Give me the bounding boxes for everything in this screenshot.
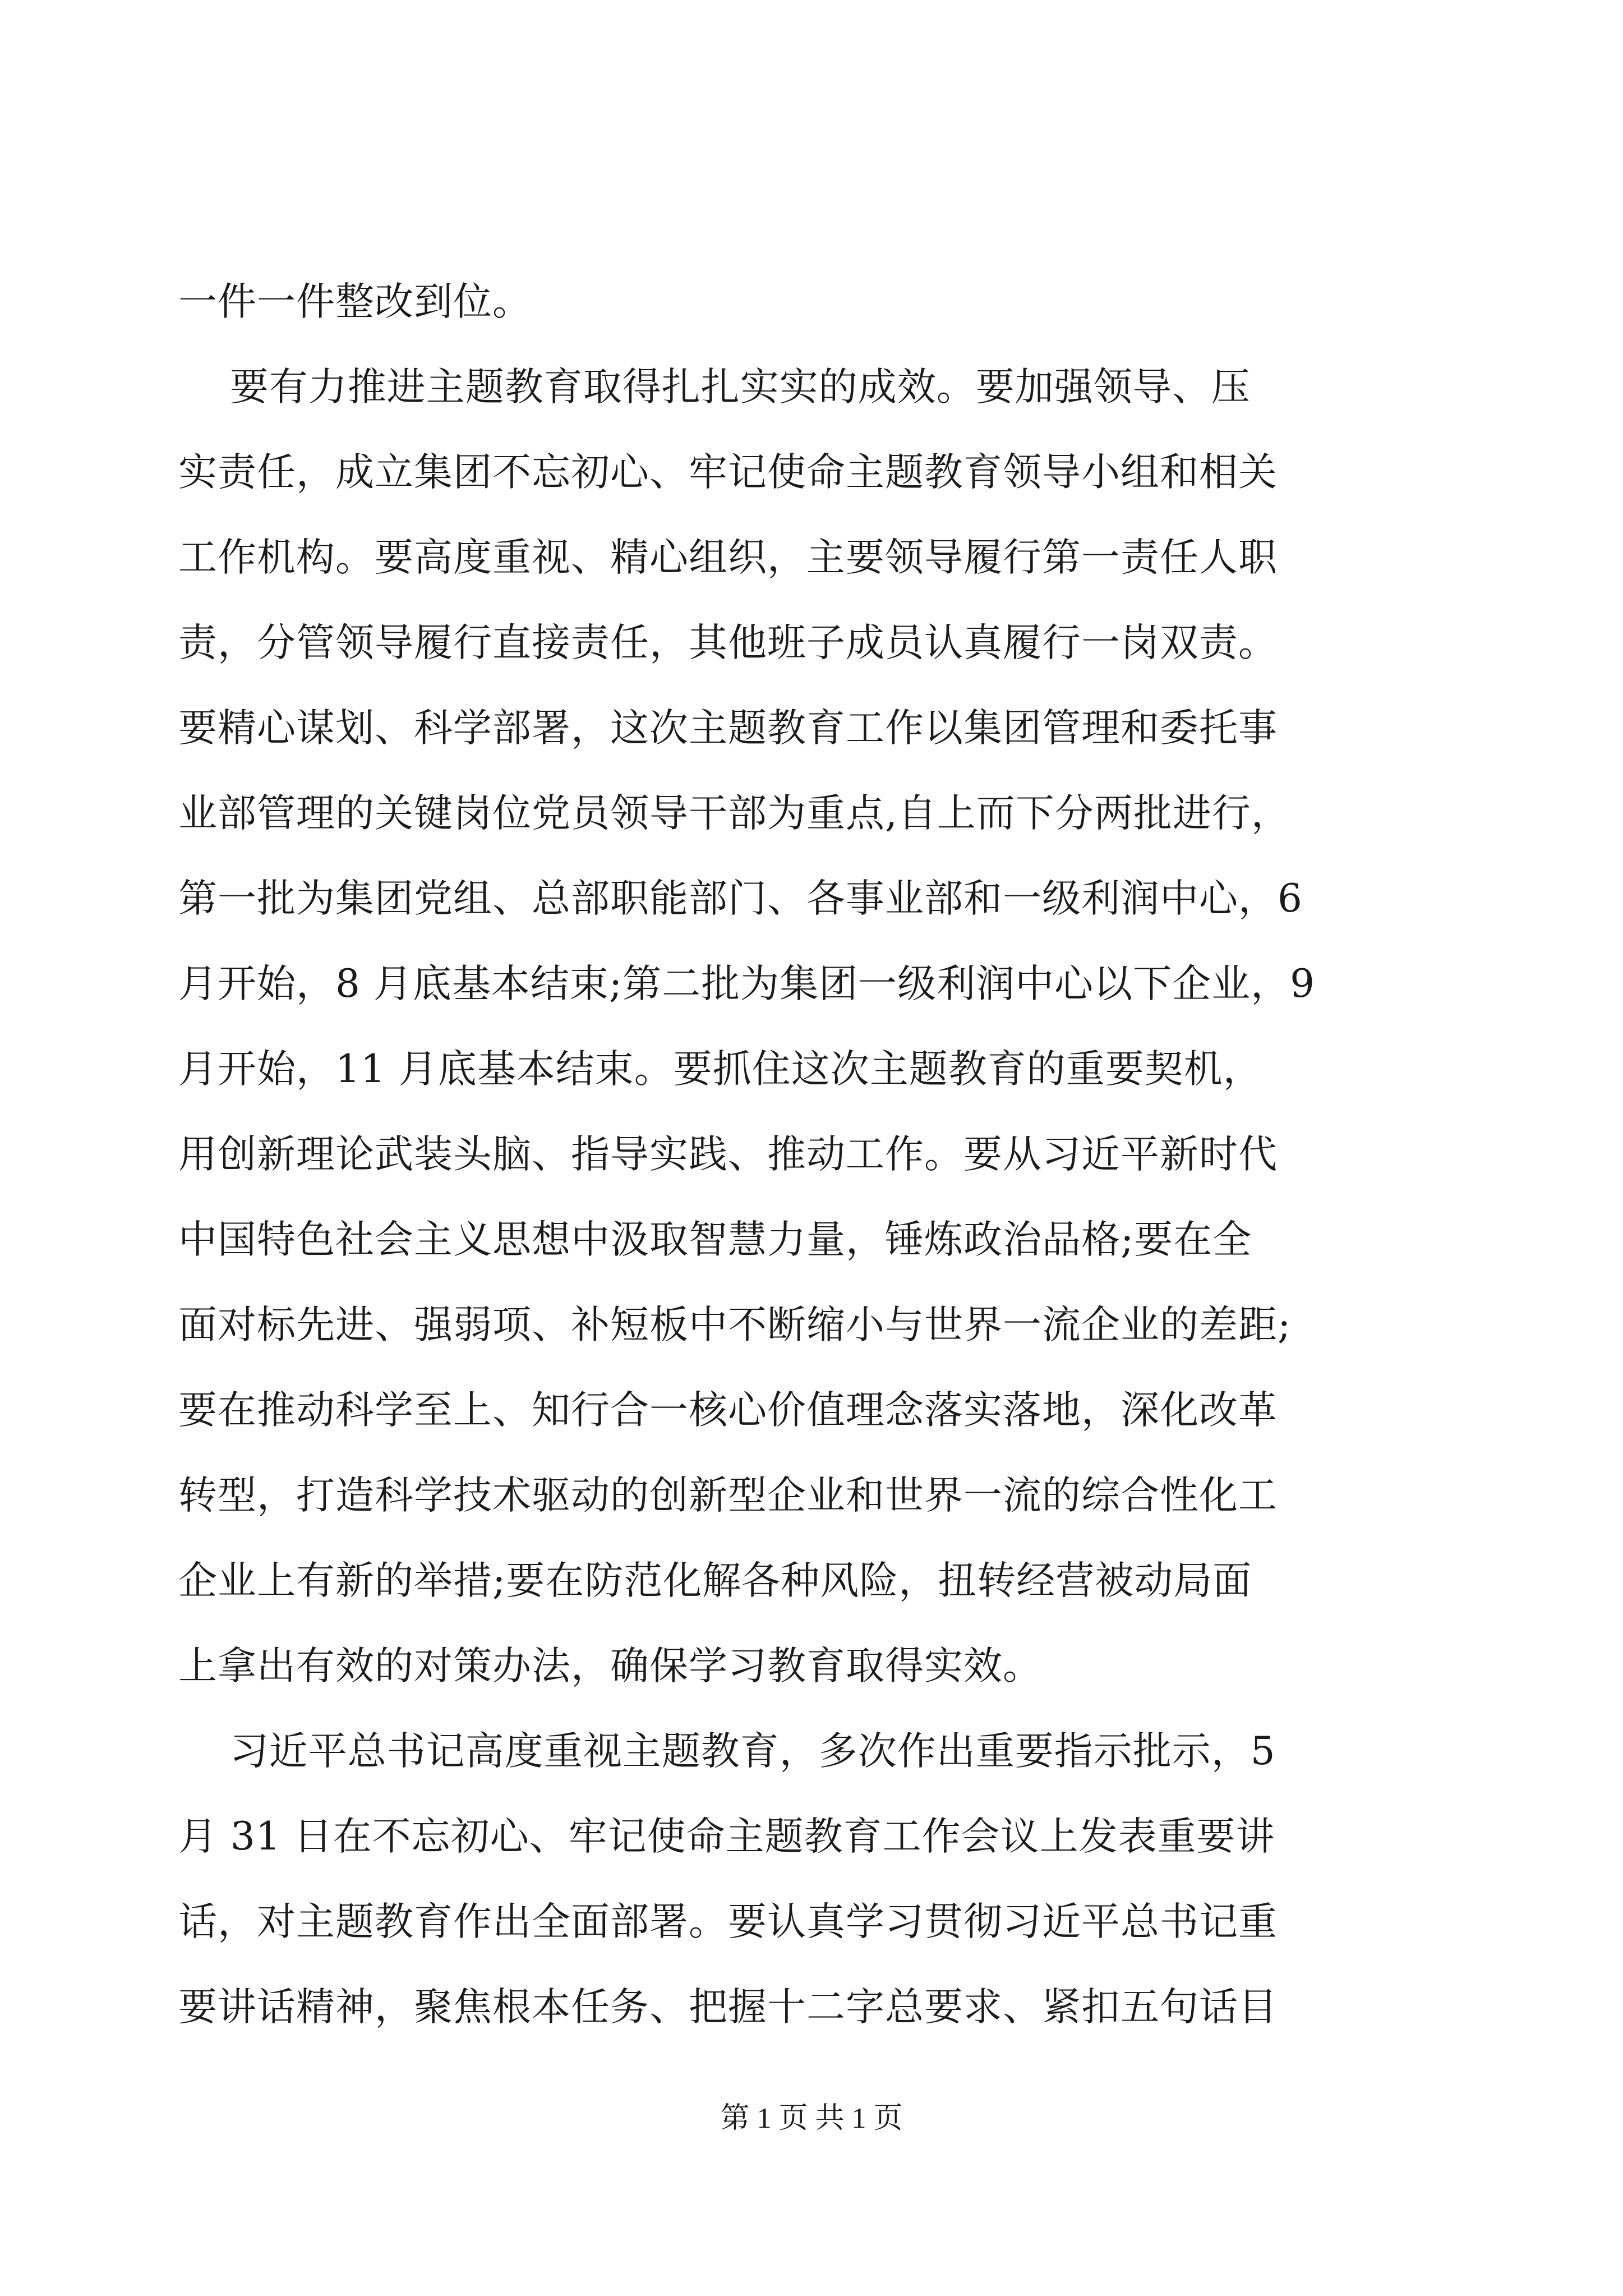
text-line: 业部管理的关键岗位党员领导干部为重点,自上而下分两批进行， [178, 791, 1290, 836]
text-line: 月开始，11 月底基本结束。要抓住这次主题教育的重要契机， [178, 1047, 1262, 1092]
text-line: 转型，打造科学技术驱动的创新型企业和世界一流的综合性化工 [178, 1473, 1278, 1518]
text-line: 面对标先进、强弱项、补短板中不断缩小与世界一流企业的差距; [178, 1303, 1292, 1347]
page-footer [0, 2099, 1623, 2138]
text-line: 中国特色社会主义思想中汲取智慧力量，锤炼政治品格;要在全 [178, 1217, 1252, 1262]
text-line: 一件一件整改到位。 [178, 279, 532, 324]
text-line: 要有力推进主题教育取得扎扎实实的成效。要加强领导、压 [178, 365, 1251, 409]
page-number-label: 第 1 页 共 1 页 [720, 2102, 903, 2134]
text-line: 上拿出有效的对策办法，确保学习教育取得实效。 [178, 1644, 1042, 1688]
text-line: 企业上有新的举措;要在防范化解各种风险，扭转经营被动局面 [178, 1558, 1252, 1603]
text-line: 用创新理论武装头脑、指导实践、推动工作。要从习近平新时代 [178, 1132, 1278, 1177]
body-text [178, 259, 1446, 2050]
text-line: 要精心谋划、科学部署，这次主题教育工作以集团管理和委托事 [178, 706, 1278, 751]
text-line: 习近平总书记高度重视主题教育，多次作出重要指示批示，5 [178, 1729, 1276, 1774]
text-line: 要讲话精神，聚焦根本任务、把握十二字总要求、紧扣五句话目 [178, 1985, 1278, 2030]
text-line: 话，对主题教育作出全面部署。要认真学习贯彻习近平总书记重 [178, 1899, 1278, 1944]
text-line: 要在推动科学至上、知行合一核心价值理念落实落地，深化改革 [178, 1388, 1278, 1433]
text-line: 月开始，8 月底基本结束;第二批为集团一级利润中心以下企业，9 [178, 961, 1315, 1006]
text-line: 月 31 日在不忘初心、牢记使命主题教育工作会议上发表重要讲 [178, 1814, 1275, 1859]
text-line: 责，分管领导履行直接责任，其他班子成员认真履行一岗双责。 [178, 620, 1278, 665]
text-line: 第一批为集团党组、总部职能部门、各事业部和一级利润中心，6 [178, 876, 1303, 921]
text-line: 工作机构。要高度重视、精心组织，主要领导履行第一责任人职 [178, 535, 1278, 580]
text-line: 实责任，成立集团不忘初心、牢记使命主题教育领导小组和相关 [178, 450, 1278, 495]
